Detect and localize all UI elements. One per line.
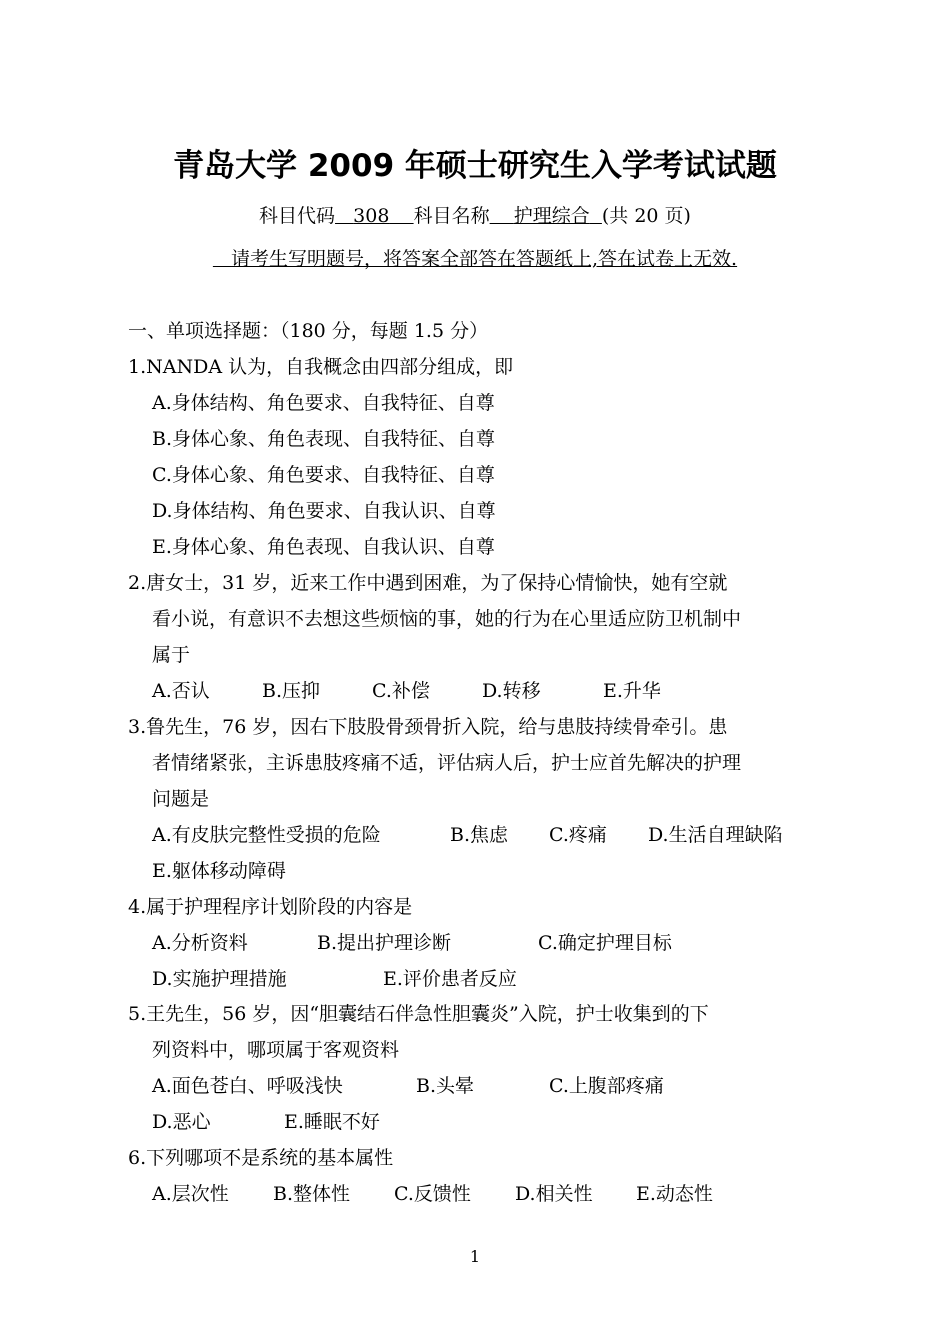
q4-options-row-2 (0, 964, 950, 990)
notice-lead (213, 248, 231, 270)
q6-option-d: D.相关性 (515, 1183, 593, 1205)
question-2-stem-line-3: 属于 (152, 644, 191, 666)
subject-code-underline-right (389, 205, 413, 227)
q1-option-b: B.身体心象、角色表现、自我特征、自尊 (152, 428, 496, 450)
q2-option-e: E.升华 (603, 680, 661, 702)
q1-option-a: A.身体结构、角色要求、自我特征、自尊 (152, 392, 495, 414)
section-heading: 一、单项选择题：（180 分，每题 1.5 分） (128, 320, 489, 342)
subject-name-value: 护理综合 (513, 205, 590, 227)
question-5-stem-line-2: 列资料中，哪项属于客观资料 (152, 1039, 400, 1061)
q4-options-row-1 (0, 928, 950, 954)
q6-option-e: E.动态性 (636, 1183, 713, 1205)
q6-option-b: B.整体性 (273, 1183, 351, 1205)
q5-option-b: B.头晕 (416, 1075, 475, 1097)
q3-option-a: A.有皮肤完整性受损的危险 (152, 824, 381, 846)
q1-option-c: C.身体心象、角色要求、自我特征、自尊 (152, 464, 495, 486)
question-3-stem-line-2: 者情绪紧张，主诉患肢疼痛不适，评估病人后，护士应首先解决的护理 (152, 752, 742, 774)
q4-option-d: D.实施护理措施 (152, 968, 287, 990)
question-4-stem: 4.属于护理程序计划阶段的内容是 (128, 896, 413, 918)
q5-options-row-1 (0, 1071, 950, 1097)
subject-code-label: 科目代码 (259, 205, 336, 227)
q1-option-d: D.身体结构、角色要求、自我认识、自尊 (152, 500, 496, 522)
q4-option-c: C.确定护理目标 (538, 932, 672, 954)
q2-options-row (0, 676, 950, 702)
q5-option-a: A.面色苍白、呼吸浅快 (152, 1075, 343, 1097)
q6-options-row (0, 1179, 950, 1205)
q1-option-e: E.身体心象、角色表现、自我认识、自尊 (152, 536, 495, 558)
question-6-stem: 6.下列哪项不是系统的基本属性 (128, 1147, 394, 1169)
subject-name-label: 科目名称 (413, 205, 490, 227)
q2-option-d: D.转移 (482, 680, 541, 702)
question-3-stem-line-3: 问题是 (152, 788, 210, 810)
q5-option-c: C.上腹部疼痛 (549, 1075, 664, 1097)
q4-option-a: A.分析资料 (152, 932, 248, 954)
q3-option-b: B.焦虑 (450, 824, 509, 846)
q5-options-row-2 (0, 1107, 950, 1133)
subject-name-underline-left (490, 205, 514, 227)
q3-option-e: E.躯体移动障碍 (152, 860, 286, 882)
question-5-stem-line-1: 5.王先生，56 岁，因“胆囊结石伴急性胆囊炎”入院，护士收集到的下 (128, 1003, 709, 1025)
subject-info (0, 201, 950, 228)
question-1-stem: 1.NANDA 认为，自我概念由四部分组成，即 (128, 356, 514, 378)
q6-option-c: C.反馈性 (394, 1183, 471, 1205)
subject-name-underline-right (590, 205, 602, 227)
q3-option-d: D.生活自理缺陷 (648, 824, 783, 846)
q5-option-e: E.睡眠不好 (284, 1111, 380, 1133)
q5-option-d: D.恶心 (152, 1111, 211, 1133)
exam-title: 青岛大学 2009 年硕士研究生入学考试试题 (173, 148, 777, 184)
q4-option-b: B.提出护理诊断 (317, 932, 452, 954)
question-2-stem-line-2: 看小说，有意识不去想这些烦恼的事，她的行为在心里适应防卫机制中 (152, 608, 742, 630)
q2-option-b: B.压抑 (262, 680, 321, 702)
exam-notice (0, 244, 950, 271)
page-number: 1 (469, 1247, 481, 1266)
question-3-stem-line-1: 3.鲁先生，76 岁，因右下肢股骨颈骨折入院，给与患肢持续骨牵引。患 (128, 716, 728, 738)
q2-option-c: C.补偿 (372, 680, 430, 702)
question-2-stem-line-1: 2.唐女士，31 岁，近来工作中遇到困难，为了保持心情愉快，她有空就 (128, 572, 728, 594)
q3-options-row-1 (0, 820, 950, 846)
notice-text: 请考生写明题号，将答案全部答在答题纸上,答在试卷上无效. (231, 248, 738, 270)
q2-option-a: A.否认 (152, 680, 210, 702)
subject-code-underline-left (335, 205, 353, 227)
q3-option-c: C.疼痛 (549, 824, 607, 846)
subject-code-value: 308 (353, 205, 390, 227)
subject-pages: (共 20 页) (601, 205, 691, 227)
q6-option-a: A.层次性 (152, 1183, 229, 1205)
q4-option-e: E.评价患者反应 (383, 968, 517, 990)
